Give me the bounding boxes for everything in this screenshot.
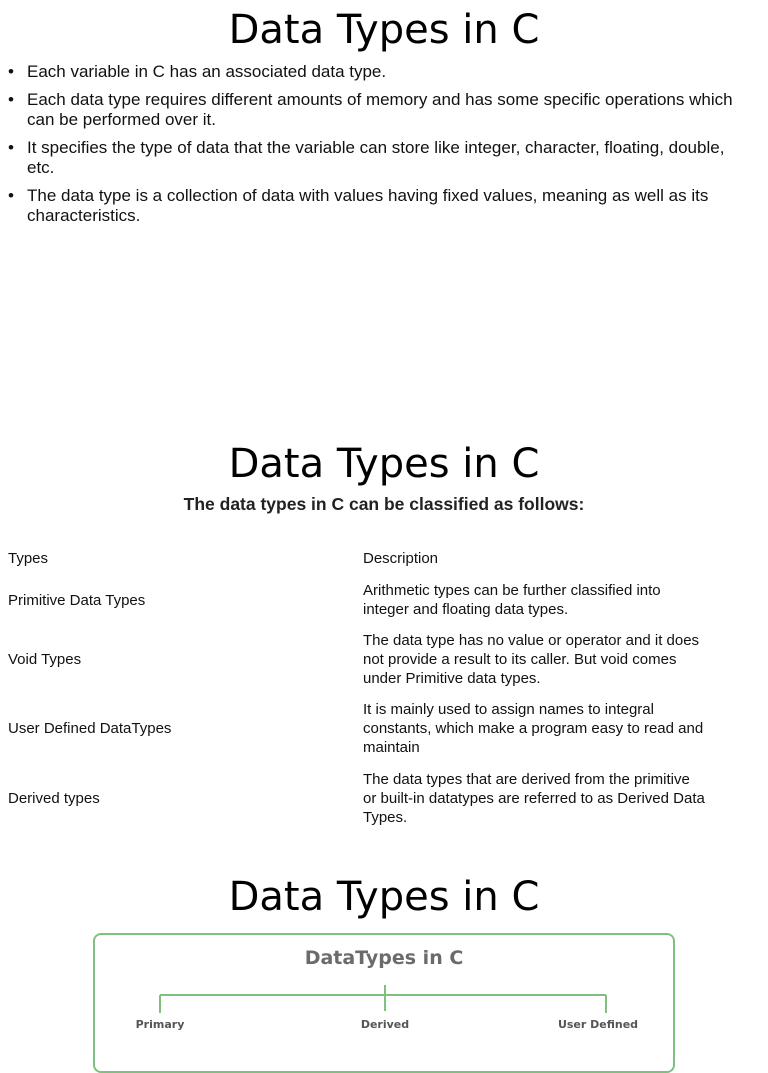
table-row xyxy=(0,574,768,626)
table-header-row xyxy=(0,542,768,574)
bullet-item xyxy=(0,186,768,226)
bullet-item xyxy=(0,90,768,130)
type-cell: Derived types xyxy=(8,789,100,807)
bullet-text: Each variable in C has an associated data type. xyxy=(27,62,387,81)
description-cell: Arithmetic types can be further classified into integer and floating data types. xyxy=(363,582,661,618)
slide-2 xyxy=(0,432,768,852)
slide-title: Data Types in C xyxy=(228,7,540,53)
slide-3 xyxy=(0,864,768,1031)
type-cell: Void Types xyxy=(8,650,82,668)
bullet-text: Each data type requires different amounts of memory and has some specific operations which can be performed over it. xyxy=(27,90,733,129)
diagram-title: DataTypes in C xyxy=(304,947,464,969)
bullet-marker: • xyxy=(8,186,14,205)
types-table xyxy=(0,542,768,832)
description-cell: It is mainly used to assign names to integral constants, which make a program easy to read and maintain xyxy=(363,700,704,756)
header-description: Description xyxy=(363,549,439,567)
description-cell: The data types that are derived from the primitive or built-in datatypes are referred to as Derived Data Types. xyxy=(363,770,705,826)
description-cell: The data type has no value or operator and it does not provide a result to its caller. But void comes under Primitive data types. xyxy=(363,631,700,687)
node-primary: Primary xyxy=(135,1018,185,1031)
table-row xyxy=(0,692,768,764)
table-row xyxy=(0,626,768,692)
bullet-item xyxy=(0,138,768,178)
slide-1 xyxy=(0,0,768,420)
table-row xyxy=(0,764,768,832)
type-cell: Primitive Data Types xyxy=(8,591,146,609)
slide-title: Data Types in C xyxy=(228,874,540,920)
header-types: Types xyxy=(8,549,49,567)
bullet-marker: • xyxy=(8,62,14,81)
bullet-marker: • xyxy=(8,90,14,109)
bullet-list xyxy=(0,62,768,234)
slide-title: Data Types in C xyxy=(228,441,540,487)
node-derived: Derived xyxy=(360,1018,410,1031)
tree-connectors xyxy=(95,935,673,1071)
bullet-text: The data type is a collection of data with values having fixed values, meaning as well as its characteristics. xyxy=(27,186,709,225)
type-cell: User Defined DataTypes xyxy=(8,719,172,737)
node-user-defined: User Defined xyxy=(557,1018,639,1031)
slide-subtitle: The data types in C can be classified as follows: xyxy=(183,494,585,514)
datatypes-diagram xyxy=(93,933,675,1073)
bullet-item xyxy=(0,62,768,82)
bullet-marker: • xyxy=(8,138,14,157)
bullet-text: It specifies the type of data that the variable can store like integer, character, floating, double, etc. xyxy=(27,138,725,177)
